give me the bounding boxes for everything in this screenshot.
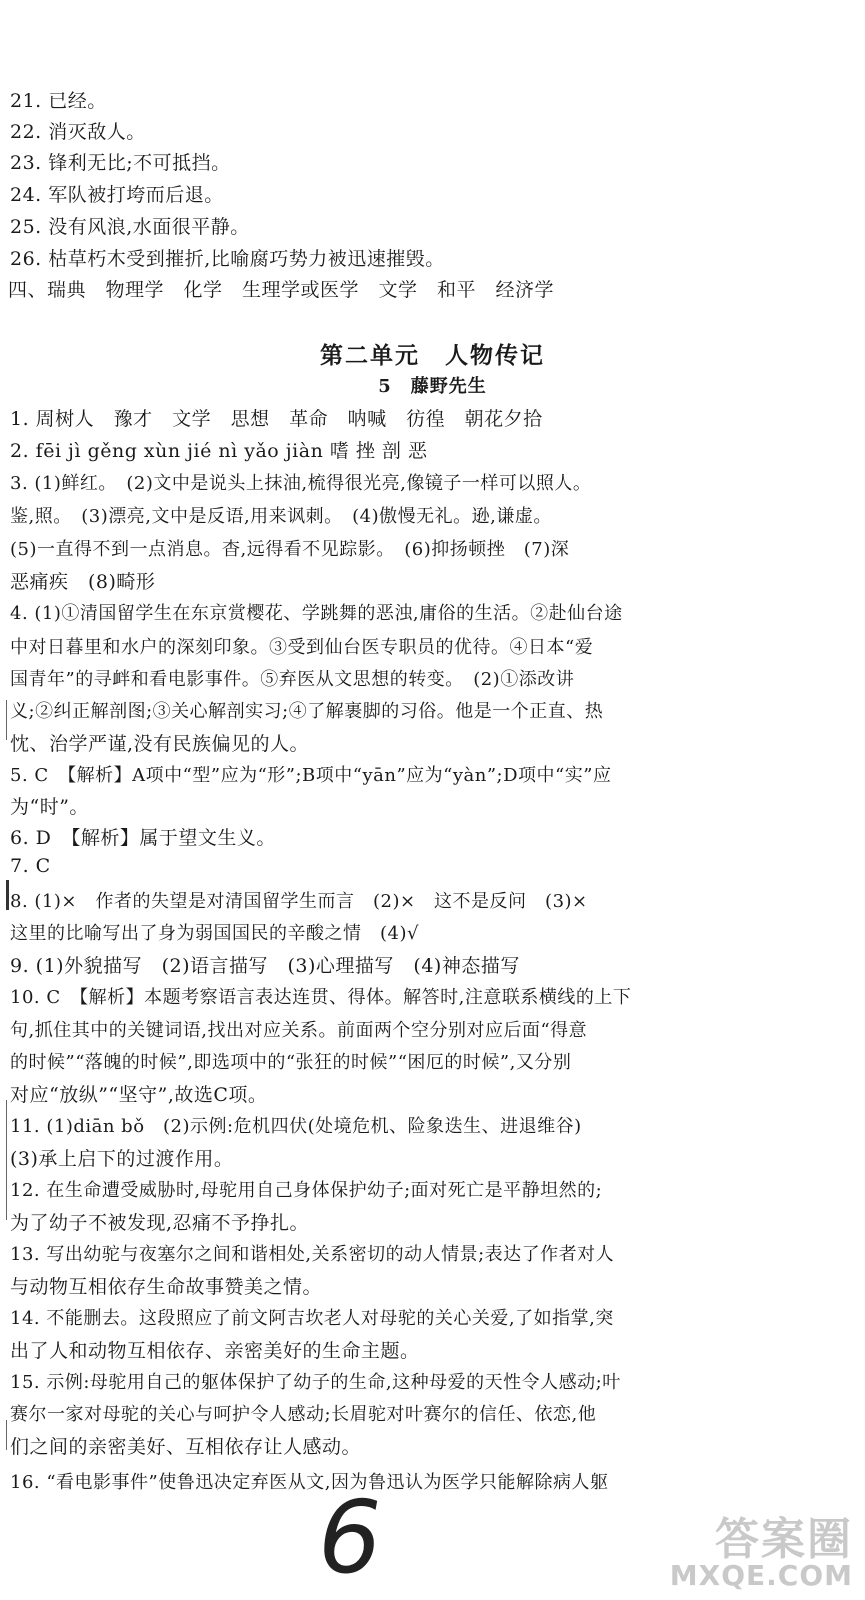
answer-3-line-1: 3. (1)鲜红。 (2)文中是说头上抹油,梳得很光亮,像镜子一样可以照人。 (10, 473, 592, 494)
answer-11-line-2: (3)承上启下的过渡作用。 (10, 1148, 234, 1170)
answer-4-line-2: 中对日暮里和水户的深刻印象。③受到仙台医专职员的优待。④日本“爱 (10, 637, 594, 658)
answer-22: 22. 消灭敌人。 (10, 121, 146, 143)
answer-21: 21. 已经。 (10, 90, 107, 112)
answer-15-line-1: 15. 示例:母驼用自己的躯体保护了幼子的生命,这种母爱的天性令人感动;叶 (10, 1372, 621, 1393)
watermark-url: MXQE.COM (669, 1559, 853, 1592)
answer-13-line-1: 13. 写出幼驼与夜塞尔之间和谐相处,关系密切的动人情景;表达了作者对人 (10, 1244, 615, 1265)
answer-8-line-2: 这里的比喻写出了身为弱国国民的辛酸之情 (4)√ (10, 923, 419, 944)
answer-11-line-1: 11. (1)diān bǒ (2)示例:危机四伏(处境危机、险象迭生、进退维谷) (10, 1116, 582, 1137)
answer-3-line-3: (5)一直得不到一点消息。杳,远得看不见踪影。 (6)抑扬顿挫 (7)深 (10, 539, 570, 560)
answer-14-line-1: 14. 不能删去。这段照应了前文阿吉坎老人对母驼的关心关爱,了如指掌,突 (10, 1308, 614, 1329)
unit-heading: 第二单元 人物传记 (320, 342, 545, 369)
answer-3-line-2: 鉴,照。 (3)漂亮,文中是反语,用来讽刺。 (4)傲慢无礼。逊,谦虚。 (10, 506, 552, 527)
margin-mark (6, 880, 9, 910)
lesson-heading: 5 藤野先生 (378, 376, 487, 397)
answer-section-4: 四、瑞典 物理学 化学 生理学或医学 文学 和平 经济学 (8, 279, 555, 301)
answer-15-line-3: 们之间的亲密美好、互相依存让人感动。 (10, 1436, 362, 1458)
answer-9: 9. (1)外貌描写 (2)语言描写 (3)心理描写 (4)神态描写 (10, 955, 520, 977)
answer-15-line-2: 赛尔一家对母驼的关心与呵护令人感动;长眉驼对叶赛尔的信任、依恋,他 (10, 1404, 597, 1425)
answer-5-line-1: 5. C 【解析】A项中“型”应为“形”;B项中“yān”应为“yàn”;D项中“实”应 (10, 765, 612, 786)
answer-14-line-2: 出了人和动物互相依存、亲密美好的生命主题。 (10, 1340, 420, 1362)
answer-5-line-2: 为“时”。 (10, 796, 89, 818)
answer-24: 24. 军队被打垮而后退。 (10, 184, 224, 206)
answer-25: 25. 没有风浪,水面很平静。 (10, 216, 250, 238)
answer-12-line-2: 为了幼子不被发现,忍痛不予挣扎。 (10, 1212, 310, 1234)
margin-mark (6, 1420, 7, 1450)
answer-23: 23. 锋利无比;不可抵挡。 (10, 152, 231, 174)
answer-4-line-1: 4. (1)①清国留学生在东京赏樱花、学跳舞的恶浊,庸俗的生活。②赴仙台途 (10, 603, 623, 624)
answer-4-line-3: 国青年”的寻衅和看电影事件。⑤弃医从文思想的转变。 (2)①添改讲 (10, 669, 575, 690)
answer-10-line-3: 的时候”“落魄的时候”,即选项中的“张狂的时候”“困厄的时候”,又分别 (10, 1052, 572, 1073)
watermark-logo: 答案圈 (715, 1514, 853, 1565)
answer-13-line-2: 与动物互相依存生命故事赞美之情。 (10, 1276, 323, 1298)
answer-3-line-4: 恶痛疾 (8)畸形 (10, 571, 156, 593)
answer-10-line-2: 句,抓住其中的关键词语,找出对应关系。前面两个空分别对应后面“得意 (10, 1020, 588, 1041)
answer-12-line-1: 12. 在生命遭受威胁时,母驼用自己身体保护幼子;面对死亡是平静坦然的; (10, 1180, 603, 1201)
answer-1: 1. 周树人 豫才 文学 思想 革命 呐喊 彷徨 朝花夕拾 (10, 408, 543, 430)
answer-7: 7. C (10, 855, 51, 877)
margin-mark (6, 1100, 7, 1220)
answer-26: 26. 枯草朽木受到摧折,比喻腐巧势力被迅速摧毁。 (10, 248, 445, 270)
answer-6: 6. D 【解析】属于望文生义。 (10, 827, 276, 849)
page-number: 6 (318, 1479, 382, 1596)
answer-10-line-1: 10. C 【解析】本题考察语言表达连贯、得体。解答时,注意联系横线的上下 (10, 987, 632, 1008)
watermark (670, 1503, 853, 1592)
answer-16-line-1: 16. “看电影事件”使鲁迅决定弃医从文,因为鲁迅认为医学只能解除病人躯 (10, 1472, 609, 1493)
answer-8-line-1: 8. (1)× 作者的失望是对清国留学生而言 (2)× 这不是反问 (3)× (10, 891, 588, 912)
answer-4-line-4: 义;②纠正解剖图;③关心解剖实习;④了解裹脚的习俗。他是一个正直、热 (10, 701, 604, 722)
answer-10-line-4: 对应“放纵”“坚守”,故选C项。 (10, 1084, 268, 1106)
answer-4-line-5: 忱、治学严谨,没有民族偏见的人。 (10, 733, 310, 755)
answer-2: 2. fēi jì gěng xùn jié nì yǎo jiàn 嗜 挫 剖 恶 (10, 440, 428, 462)
margin-mark (6, 700, 7, 740)
